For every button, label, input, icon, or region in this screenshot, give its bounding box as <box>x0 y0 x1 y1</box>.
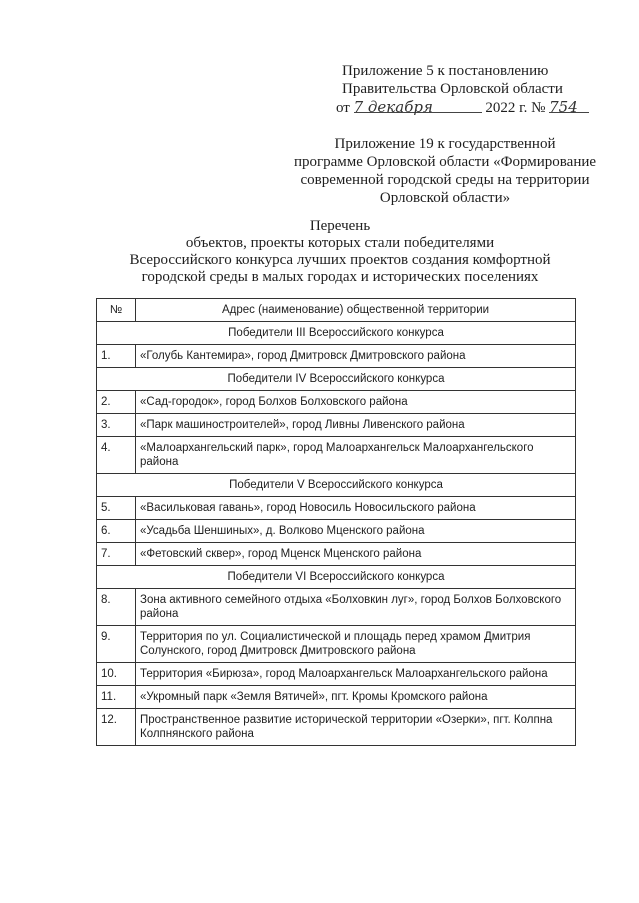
table-row <box>97 391 576 414</box>
table-row <box>97 663 576 686</box>
table-row <box>97 589 576 626</box>
table-row <box>97 686 576 709</box>
header-num: № <box>97 299 136 322</box>
row-number: 4. <box>97 437 136 474</box>
header-address: Адрес (наименование) общественной территории <box>136 299 576 322</box>
row-number: 12. <box>97 709 136 746</box>
title-line1: Перечень <box>309 218 371 234</box>
row-address: «Усадьба Шеншиных», д. Волково Мценского района <box>136 520 576 543</box>
table-row <box>97 497 576 520</box>
group-row <box>97 474 576 497</box>
territories-table <box>96 298 576 746</box>
row-number: 11. <box>97 686 136 709</box>
appendix-5-line1: Приложение 5 к постановлению <box>342 63 549 79</box>
row-number: 10. <box>97 663 136 686</box>
row-number: 7. <box>97 543 136 566</box>
group-title: Победители III Всероссийского конкурса <box>97 322 576 345</box>
date-prefix: от <box>336 100 350 116</box>
title-line2: объектов, проекты которых стали победителями <box>185 235 495 251</box>
row-address: Территория «Бирюза», город Малоархангельск Малоархангельского района <box>136 663 576 686</box>
number-field <box>549 98 589 116</box>
table-header-row <box>97 299 576 322</box>
appendix-5-header <box>336 62 596 117</box>
row-address: «Сад-городок», город Болхов Болховского района <box>136 391 576 414</box>
group-title: Победители V Всероссийского конкурса <box>97 474 576 497</box>
row-address: «Голубь Кантемира», город Дмитровск Дмитровского района <box>136 345 576 368</box>
table-row <box>97 345 576 368</box>
appendix-19-line1: Приложение 19 к государственной <box>334 136 556 152</box>
group-row <box>97 566 576 589</box>
document-title <box>120 218 560 286</box>
row-address: «Укромный парк «Земля Вятичей», пгт. Кромы Кромского района <box>136 686 576 709</box>
table-row <box>97 520 576 543</box>
table-row <box>97 543 576 566</box>
appendix-19-line3: современной городской среды на территории <box>300 172 590 188</box>
group-title: Победители IV Всероссийского конкурса <box>97 368 576 391</box>
row-number: 5. <box>97 497 136 520</box>
row-address: «Парк машиностроителей», город Ливны Ливенского района <box>136 414 576 437</box>
appendix-19-header <box>290 135 600 207</box>
handwritten-number: 754 <box>549 98 578 116</box>
table-row <box>97 709 576 746</box>
row-address: «Васильковая гавань», город Новосиль Новосильского района <box>136 497 576 520</box>
appendix-5-line2: Правительства Орловской области <box>342 81 563 97</box>
title-line4: городской среды в малых городах и исторических поселениях <box>141 269 539 285</box>
group-title: Победители VI Всероссийского конкурса <box>97 566 576 589</box>
row-address: «Малоархангельский парк», город Малоархангельск Малоархангельского района <box>136 437 576 474</box>
row-number: 3. <box>97 414 136 437</box>
row-number: 6. <box>97 520 136 543</box>
row-address: «Фетовский сквер», город Мценск Мценского района <box>136 543 576 566</box>
appendix-19-line4: Орловской области» <box>379 190 511 206</box>
row-address: Территория по ул. Социалистической и площадь перед храмом Дмитрия Солунского, город Дмитровск Дмитровского района <box>136 626 576 663</box>
group-row <box>97 322 576 345</box>
row-number: 9. <box>97 626 136 663</box>
row-number: 8. <box>97 589 136 626</box>
table-row <box>97 437 576 474</box>
title-line3: Всероссийского конкурса лучших проектов создания комфортной <box>129 252 551 268</box>
date-field <box>353 98 482 116</box>
row-address: Зона активного семейного отдыха «Болховкин луг», город Болхов Болховского района <box>136 589 576 626</box>
year-text: 2022 г. № <box>485 100 546 116</box>
appendix-5-date-line <box>336 98 596 117</box>
row-number: 2. <box>97 391 136 414</box>
appendix-19-line2: программе Орловской области «Формирование <box>293 154 597 170</box>
table-body <box>97 322 576 746</box>
group-row <box>97 368 576 391</box>
table-row <box>97 414 576 437</box>
row-number: 1. <box>97 345 136 368</box>
table-row <box>97 626 576 663</box>
handwritten-date: 7 декабря <box>353 98 433 116</box>
row-address: Пространственное развитие исторической территории «Озерки», пгт. Колпна Колпнянского района <box>136 709 576 746</box>
